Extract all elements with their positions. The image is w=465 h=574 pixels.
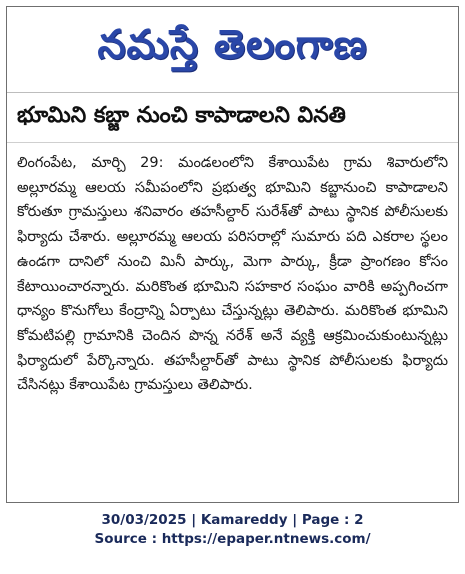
masthead <box>7 7 458 93</box>
footer-source: Source : https://epaper.ntnews.com/ <box>94 531 371 547</box>
article-body: లింగంపేట, మార్చి 29: మండలంలోని కేశాయిపేట గ్రామ శివారులోని అల్లూరమ్మ ఆలయ సమీపంలోని ప్రభుత్వ భూమిని కబ్జానుంచి కాపాడాలని కోరుతూ గ్రామస్తులు శనివారం తహసీల్దార్ సురేశ్‌తో పాటు స్థానిక పోలీసులకు ఫిర్యాదు చేశారు. అల్లూరమ్మ ఆలయ పరిసరాల్లో సుమారు పది ఎకరాల స్థలం ఉండగా దానిలో నుంచి మినీ పార్కు, మెగా పార్కు, క్రీడా ప్రాంగణం కోసం కేటాయించారన్నారు. మరికొంత భూమిని సహకార సంఘం వారికి అప్పగించగా ధాన్యం కొనుగోలు కేంద్రాన్ని ఏర్పాటు చేస్తున్నట్లు తెలిపారు. మరికొంత భూమిని కోమటిపల్లి గ్రామానికి చెందిన పొన్న నరేశ్ అనే వ్యక్తి ఆక్రమించుకుంటున్నట్లు ఫిర్యాదులో పేర్కొన్నారు. తహసీల్దార్‌తో పాటు స్థానిక పోలీసులకు ఫిర్యాదు చేసినట్లు కేశాయిపేట గ్రామస్తులు తెలిపారు. <box>17 155 448 394</box>
article-headline-block <box>7 93 458 143</box>
article-headline: భూమిని కబ్జా నుంచి కాపాడాలని వినతి <box>17 102 346 128</box>
masthead-logo: నమస్తే తెలంగాణ <box>97 21 368 68</box>
footer-date-edition: 30/03/2025 | Kamareddy | Page : 2 <box>101 512 364 528</box>
news-clipping <box>6 6 459 503</box>
